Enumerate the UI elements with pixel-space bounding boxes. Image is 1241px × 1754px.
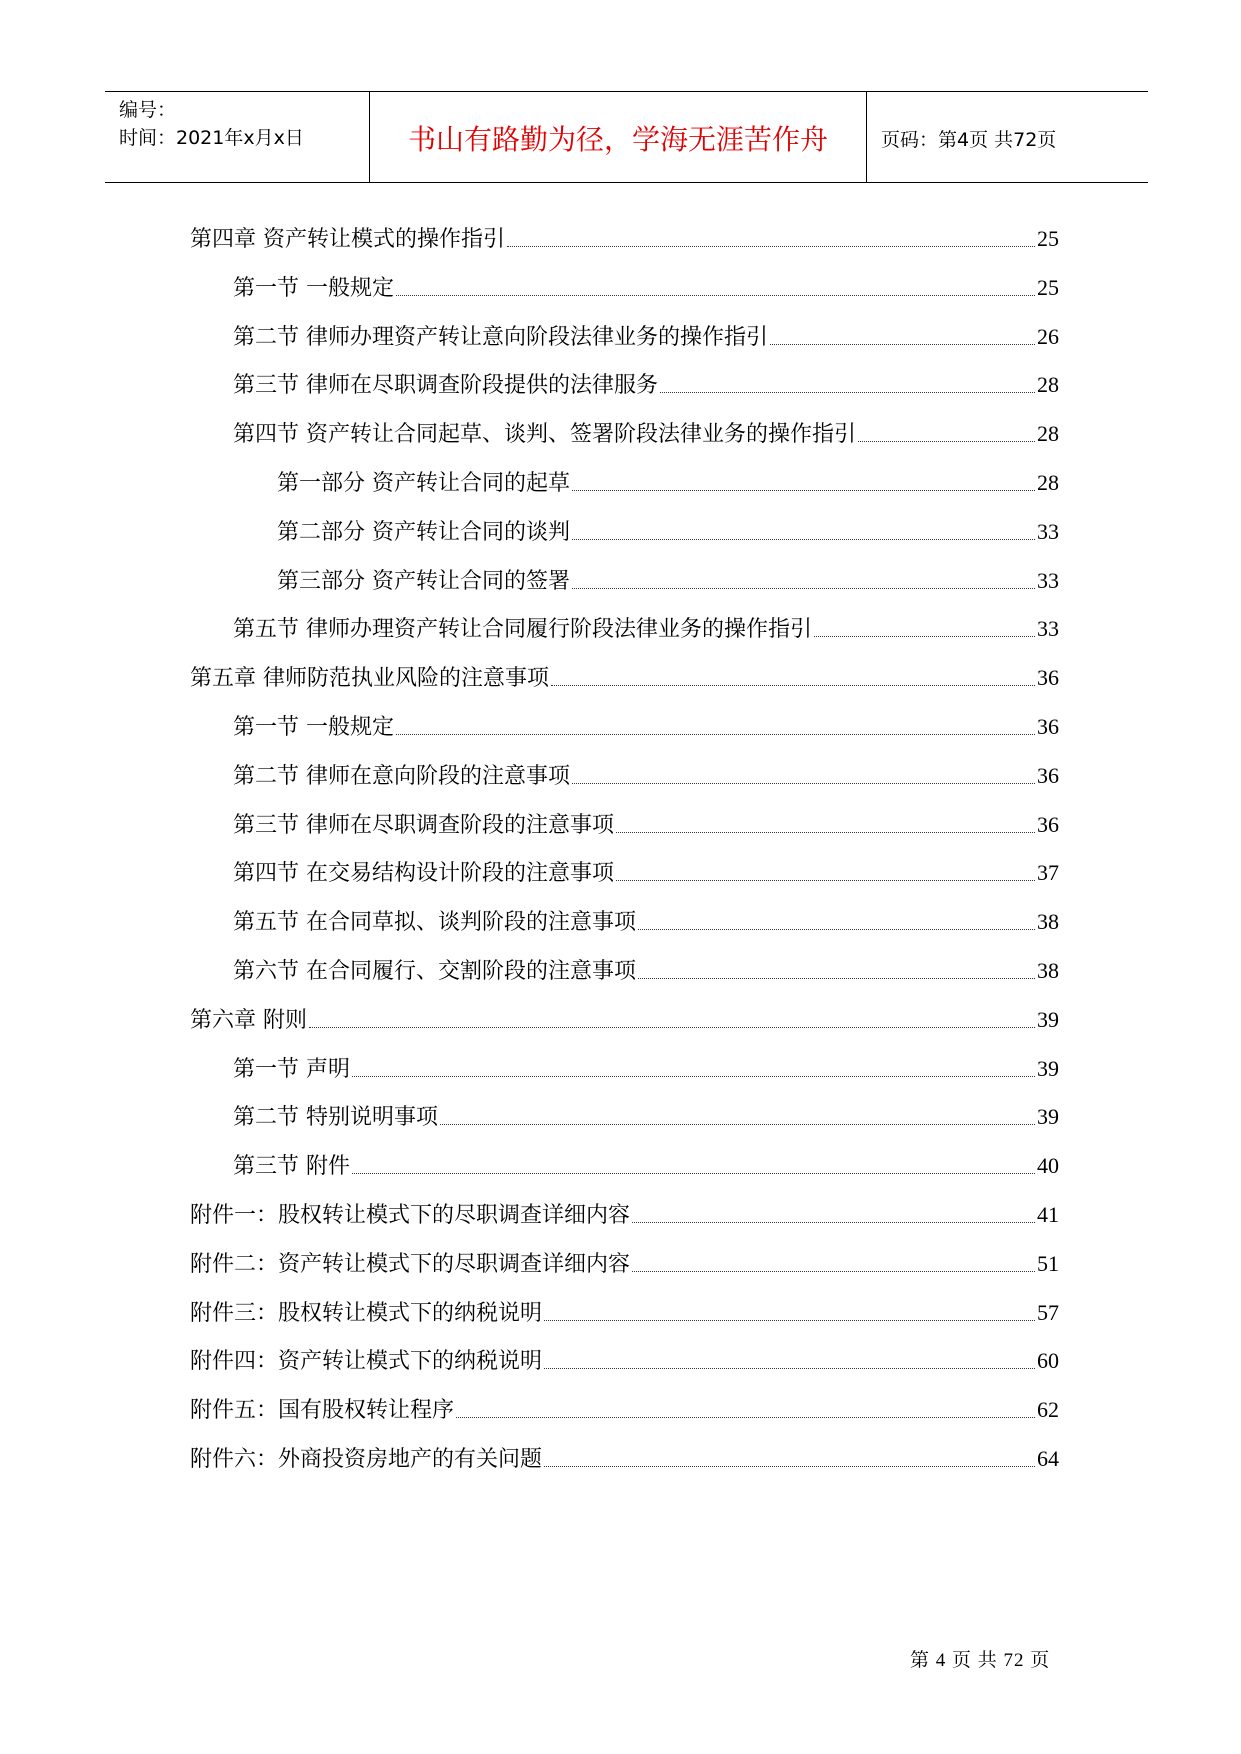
header-page-cell: [867, 92, 1148, 182]
toc-entry-title: 第五章 律师防范执业风险的注意事项: [190, 666, 549, 692]
toc-entry-title: 第二节 律师在意向阶段的注意事项: [233, 763, 570, 789]
toc-dot-leader: [544, 1465, 1035, 1467]
toc-entry-title: 第一节 一般规定: [233, 275, 394, 301]
toc-entry[interactable]: [233, 808, 1059, 840]
header-motto: 书山有路勤为径，学海无涯苦作舟: [407, 123, 828, 156]
toc-entry-title: 第三节 律师在尽职调查阶段提供的法律服务: [233, 373, 658, 399]
toc-entry-page: 28: [1037, 470, 1059, 495]
toc-entry[interactable]: [190, 222, 1059, 254]
toc-entry-page: 39: [1037, 1055, 1059, 1081]
toc-entry[interactable]: [233, 271, 1059, 303]
toc-entry-page: 36: [1037, 665, 1059, 691]
toc-entry-title: 附件一：股权转让模式下的尽职调查详细内容: [190, 1203, 631, 1228]
toc-entry[interactable]: [190, 1442, 1059, 1474]
document-time: 时间：2021年x月x日: [119, 127, 304, 149]
toc-entry-page: 25: [1037, 274, 1059, 300]
page-footer: 第 4 页 共 72 页: [910, 1650, 1051, 1671]
toc-entry-page: 39: [1037, 1104, 1059, 1130]
toc-entry[interactable]: [233, 905, 1059, 937]
toc-entry-title: 第二部分 资产转让合同的谈判: [277, 519, 570, 545]
toc-dot-leader: [572, 538, 1035, 540]
toc-entry[interactable]: [233, 320, 1059, 352]
toc-dot-leader: [352, 1172, 1035, 1174]
toc-entry[interactable]: [233, 368, 1059, 400]
toc-dot-leader: [572, 587, 1035, 589]
toc-entry-page: 36: [1037, 762, 1059, 788]
toc-entry-title: 附件四：资产转让模式下的纳税说明: [190, 1349, 543, 1375]
toc-entry-page: 62: [1037, 1397, 1059, 1423]
toc-entry[interactable]: [190, 1296, 1059, 1328]
toc-entry-page: 51: [1037, 1250, 1059, 1276]
toc-entry[interactable]: [233, 1100, 1059, 1132]
toc-entry-title: 第三部分 资产转让合同的签署: [277, 568, 570, 594]
toc-dot-leader: [770, 343, 1035, 345]
toc-entry-page: 38: [1037, 909, 1059, 935]
toc-entry-page: 41: [1037, 1202, 1059, 1227]
toc-entry[interactable]: [233, 417, 1059, 449]
toc-entry[interactable]: [233, 1149, 1059, 1181]
toc-dot-leader: [456, 1416, 1035, 1418]
toc-entry-page: 38: [1037, 958, 1059, 983]
toc-entry[interactable]: [233, 856, 1059, 888]
toc-entry-page: 28: [1037, 372, 1059, 398]
page-header: [105, 91, 1148, 183]
toc-entry-page: 57: [1037, 1299, 1059, 1325]
toc-entry-title: 第三节 附件: [233, 1154, 350, 1180]
toc-entry-page: 37: [1037, 860, 1059, 886]
toc-entry-title: 附件五：国有股权转让程序: [190, 1398, 455, 1424]
toc-entry-title: 第五节 律师办理资产转让合同履行阶段法律业务的操作指引: [233, 617, 812, 643]
toc-entry[interactable]: [190, 1393, 1059, 1425]
header-page-number: 页码：第4页 共72页: [881, 129, 1057, 151]
toc-entry-title: 第四节 资产转让合同起草、谈判、签署阶段法律业务的操作指引: [233, 422, 856, 448]
toc-dot-leader: [616, 879, 1035, 881]
toc-dot-leader: [551, 684, 1035, 686]
toc-entry-title: 第四节 在交易结构设计阶段的注意事项: [233, 861, 614, 887]
toc-dot-leader: [616, 831, 1035, 833]
toc-entry[interactable]: [277, 515, 1059, 547]
toc-dot-leader: [309, 1026, 1035, 1028]
header-motto-cell: [370, 92, 867, 182]
toc-entry[interactable]: [277, 564, 1059, 596]
toc-entry-title: 第一节 声明: [233, 1056, 350, 1082]
toc-entry-title: 第一节 一般规定: [233, 715, 394, 740]
toc-entry-page: 60: [1037, 1348, 1059, 1374]
toc-entry-title: 第二节 特别说明事项: [233, 1105, 438, 1131]
header-info-cell: [105, 92, 370, 182]
toc-entry-page: 40: [1037, 1153, 1059, 1179]
toc-entry[interactable]: [190, 1247, 1059, 1279]
toc-entry-title: 第六节 在合同履行、交割阶段的注意事项: [233, 959, 636, 984]
toc-dot-leader: [396, 294, 1035, 296]
toc-entry-page: 36: [1037, 714, 1059, 739]
toc-entry[interactable]: [233, 612, 1059, 644]
toc-dot-leader: [440, 1123, 1035, 1125]
toc-entry-page: 64: [1037, 1446, 1059, 1471]
toc-dot-leader: [638, 977, 1035, 979]
toc-entry[interactable]: [190, 661, 1059, 693]
toc-dot-leader: [544, 1319, 1035, 1321]
toc-dot-leader: [572, 489, 1035, 491]
toc-entry-title: 附件三：股权转让模式下的纳税说明: [190, 1300, 543, 1326]
toc-dot-leader: [544, 1367, 1035, 1369]
toc-dot-leader: [638, 928, 1035, 930]
toc-dot-leader: [507, 245, 1035, 247]
toc-entry-title: 第六章 附则: [190, 1007, 307, 1033]
toc-entry[interactable]: [233, 954, 1059, 986]
document-code: 编号：: [119, 99, 177, 121]
toc-dot-leader: [572, 782, 1035, 784]
toc-entry-title: 第三节 律师在尽职调查阶段的注意事项: [233, 812, 614, 838]
toc-entry-title: 第四章 资产转让模式的操作指引: [190, 227, 505, 252]
toc-dot-leader: [396, 733, 1035, 735]
toc-entry-page: 33: [1037, 616, 1059, 642]
toc-entry-page: 33: [1037, 567, 1059, 593]
toc-entry-page: 33: [1037, 518, 1059, 544]
toc-entry-title: 第二节 律师办理资产转让意向阶段法律业务的操作指引: [233, 324, 768, 350]
toc-entry[interactable]: [190, 1198, 1059, 1230]
toc-entry-page: 28: [1037, 421, 1059, 447]
toc-dot-leader: [660, 391, 1035, 393]
toc-dot-leader: [858, 440, 1035, 442]
toc-entry-title: 附件二：资产转让模式下的尽职调查详细内容: [190, 1251, 631, 1277]
toc-entry-page: 26: [1037, 323, 1059, 349]
toc-entry[interactable]: [190, 1344, 1059, 1376]
toc-dot-leader: [814, 635, 1035, 637]
toc-entry[interactable]: [233, 759, 1059, 791]
toc-dot-leader: [632, 1221, 1035, 1223]
toc-entry-page: 25: [1037, 226, 1059, 251]
toc-entry[interactable]: [190, 1003, 1059, 1035]
toc-entry[interactable]: [233, 1052, 1059, 1084]
toc-entry-title: 第五节 在合同草拟、谈判阶段的注意事项: [233, 910, 636, 936]
toc-entry-page: 36: [1037, 811, 1059, 837]
toc-dot-leader: [352, 1075, 1035, 1077]
toc-entry[interactable]: [233, 710, 1059, 742]
toc-entry-title: 附件六：外商投资房地产的有关问题: [190, 1447, 543, 1472]
toc-entry-page: 39: [1037, 1006, 1059, 1032]
toc-entry-title: 第一部分 资产转让合同的起草: [277, 471, 570, 496]
toc-dot-leader: [632, 1270, 1035, 1272]
toc-entry[interactable]: [277, 466, 1059, 498]
